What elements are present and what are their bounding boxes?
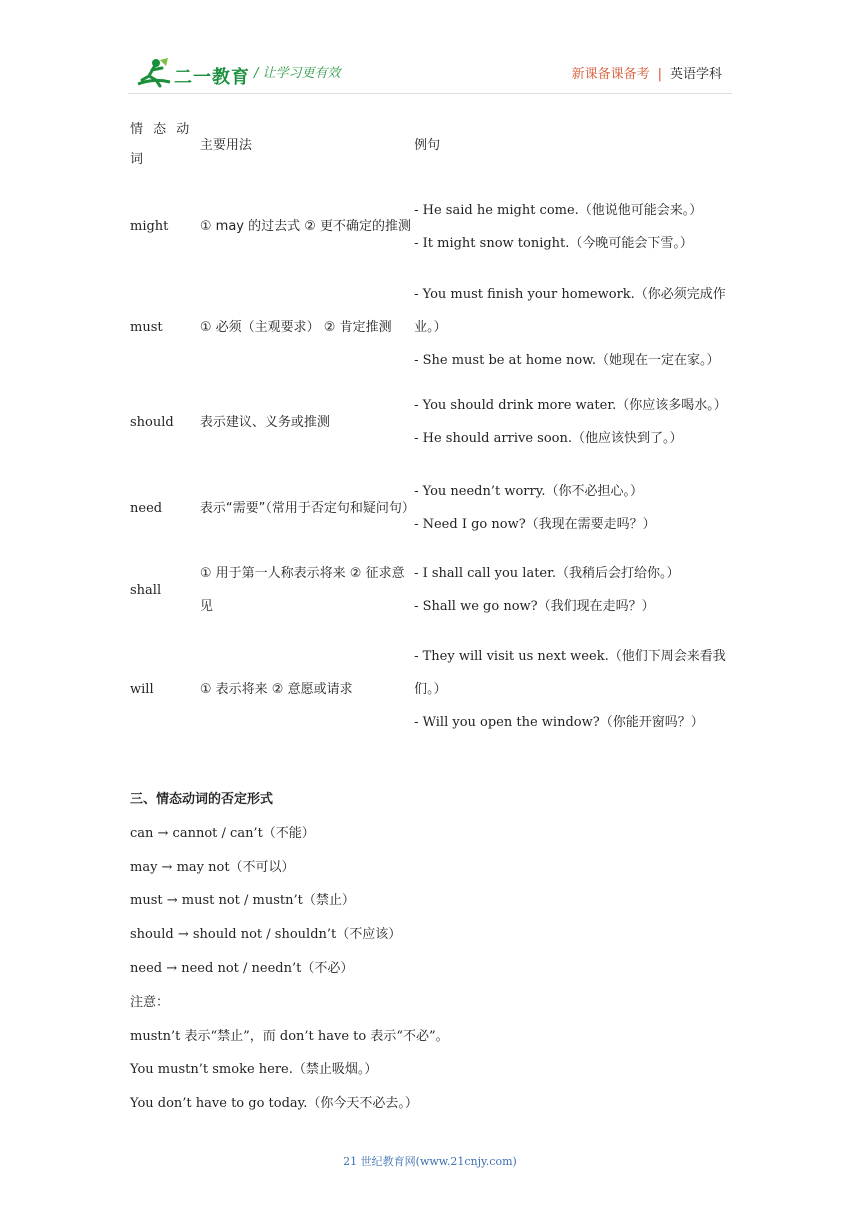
- verb-cell: will: [130, 681, 154, 697]
- section-line: mustn’t 表示“禁止”，而 don’t have to 表示“不必”。: [130, 1028, 449, 1044]
- table-row-shall: [128, 549, 740, 631]
- example-line: - You should drink more water.（你应该多喝水。）: [414, 398, 727, 413]
- example-cell: [414, 278, 740, 377]
- page-footer: 21 世纪教育网(www.21cnjy.com): [343, 1155, 517, 1168]
- header-divider: [128, 93, 732, 94]
- verb-cell: shall: [130, 582, 162, 598]
- subject-label: 英语学科: [669, 67, 722, 82]
- example-line: - You needn’t worry.（你不必担心。）: [414, 484, 643, 499]
- modal-verbs-table: [128, 115, 740, 747]
- usage-cell: 表示建议、义务或推测: [199, 414, 330, 430]
- table-row-must: [128, 278, 740, 377]
- section-line: must → must not / mustn’t（禁止）: [130, 893, 355, 909]
- header-separator: |: [657, 67, 662, 82]
- table-row-might: [128, 175, 740, 278]
- negative-forms-section: [130, 783, 730, 1121]
- usage-cell: ① may 的过去式 ② 更不确定的推测: [199, 219, 412, 234]
- example-line: - You must finish your homework.（你必须完成作业。）: [414, 287, 726, 335]
- header-right: [572, 63, 722, 82]
- example-line: - Will you open the window?（你能开窗吗？）: [414, 714, 704, 730]
- verb-cell: must: [130, 320, 163, 335]
- table-row-will: [128, 631, 740, 747]
- verb-cell: might: [130, 219, 169, 234]
- section-line: need → need not / needn’t（不必）: [130, 960, 354, 976]
- example-line: - He should arrive soon.（他应该快到了。）: [414, 431, 683, 446]
- example-line: - It might snow tonight.（今晚可能会下雪。）: [414, 235, 693, 251]
- usage-cell: ① 表示将来 ② 意愿或请求: [199, 681, 353, 697]
- example-line: - She must be at home now.（她现在一定在家。）: [414, 353, 720, 368]
- example-line: - Need I go now?（我现在需要走吗？）: [414, 517, 656, 532]
- header-example: 例句: [414, 137, 441, 153]
- example-cell: [414, 377, 740, 467]
- example-line: - Shall we go now?（我们现在走吗？）: [414, 599, 655, 614]
- section-line: may → may not（不可以）: [130, 859, 295, 875]
- verb-cell: should: [130, 414, 174, 430]
- usage-cell: 表示“需要”（常用于否定句和疑问句）: [199, 500, 415, 516]
- table-row-need: [128, 467, 740, 549]
- table-header-row: [128, 115, 740, 175]
- example-line: - They will visit us next week.（他们下周会来看我们。）: [414, 648, 726, 697]
- course-label: 新课备课备考: [571, 67, 650, 82]
- example-cell: [414, 467, 740, 549]
- section-line: should → should not / shouldn’t（不应该）: [130, 927, 402, 943]
- example-cell: [414, 549, 740, 631]
- section-line: You don’t have to go today.（你今天不必去。）: [130, 1096, 418, 1112]
- example-cell: [414, 175, 740, 278]
- logo-text: 二一教育: [174, 67, 250, 88]
- example-cell: [414, 631, 740, 747]
- slogan: / 让学习更有效: [254, 66, 341, 81]
- example-line: - I shall call you later.（我稍后会打给你。）: [414, 566, 680, 581]
- example-line: - He said he might come.（他说他可能会来。）: [414, 202, 703, 218]
- usage-cell: ① 用于第一人称表示将来 ② 征求意见: [199, 566, 405, 614]
- section-line: 注意：: [130, 994, 170, 1010]
- section-title: 三、情态动词的否定形式: [130, 792, 274, 807]
- header-usage: 主要用法: [199, 137, 252, 153]
- table-row-should: [128, 377, 740, 467]
- section-line: You mustn’t smoke here.（禁止吸烟。）: [130, 1062, 378, 1078]
- usage-cell: ① 必须（主观要求） ② 肯定推测: [199, 320, 392, 335]
- header-verb: 情 态 动 词: [130, 122, 193, 167]
- page-header: [0, 0, 860, 100]
- verb-cell: need: [130, 500, 163, 516]
- section-line: can → cannot / can’t（不能）: [130, 825, 315, 841]
